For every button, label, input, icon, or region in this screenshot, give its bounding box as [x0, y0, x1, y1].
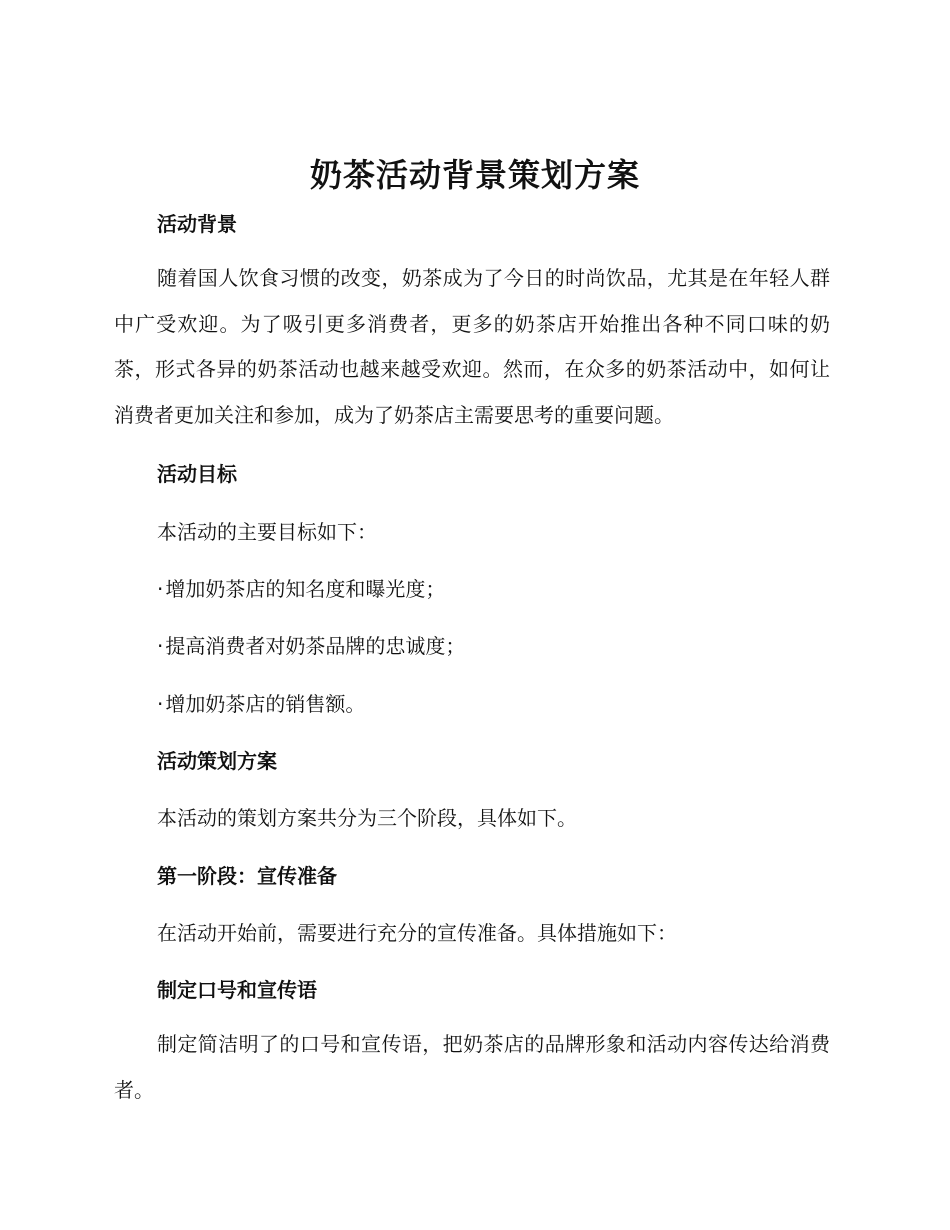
bullet-text: 提高消费者对奶茶品牌的忠诚度； — [165, 634, 466, 658]
list-item — [157, 630, 465, 659]
list-item — [157, 573, 445, 602]
heading-activity-goals: 活动目标 — [157, 462, 237, 486]
heading-plan: 活动策划方案 — [157, 749, 277, 773]
bullet-mark: · — [157, 634, 164, 658]
paragraph-slogan: 制定简洁明了的口号和宣传语，把奶茶店的品牌形象和活动内容传达给消费者。 — [114, 1032, 830, 1102]
paragraph-activity-background: 随着国人饮食习惯的改变，奶茶成为了今日的时尚饮品，尤其是在年轻人群中广受欢迎。为了吸引更多消费者，更多的奶茶店开始推出各种不同口味的奶茶，形式各异的奶茶活动也越来越受欢迎。然而，在众多的奶茶活动中，如何让消费者更加关注和参加，成为了奶茶店主需要思考的重要问题。 — [114, 266, 830, 427]
phase-one-intro: 在活动开始前，需要进行充分的宣传准备。具体措施如下： — [157, 921, 677, 945]
bullet-mark: · — [157, 577, 164, 601]
list-item — [157, 688, 365, 717]
bullet-text: 增加奶茶店的销售额。 — [165, 692, 366, 716]
document-title: 奶茶活动背景策划方案 — [309, 156, 640, 194]
heading-phase-one: 第一阶段：宣传准备 — [157, 864, 337, 888]
plan-intro: 本活动的策划方案共分为三个阶段，具体如下。 — [157, 806, 577, 830]
heading-slogan: 制定口号和宣传语 — [157, 978, 317, 1002]
bullet-text: 增加奶茶店的知名度和曝光度； — [165, 577, 446, 601]
bullet-mark: · — [157, 692, 164, 716]
goals-intro: 本活动的主要目标如下： — [157, 520, 377, 544]
heading-activity-background: 活动背景 — [157, 212, 237, 236]
